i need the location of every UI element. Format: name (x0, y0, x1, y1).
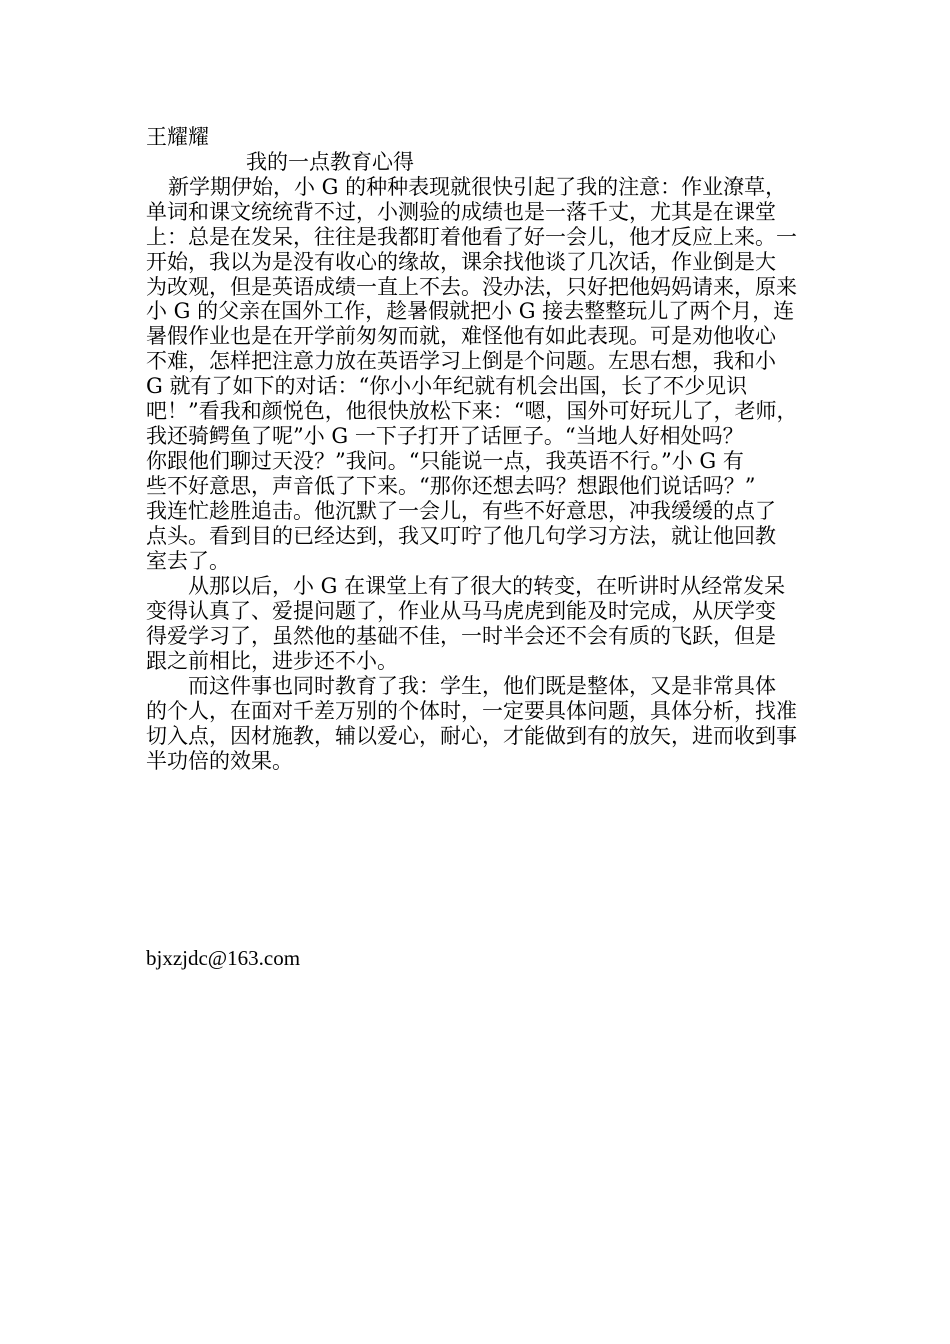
paragraph-line: 切入点，因材施教，辅以爱心，耐心，才能做到有的放矢，进而收到事 (146, 724, 797, 748)
paragraph-line: 不难，怎样把注意力放在英语学习上倒是个问题。左思右想，我和小 (146, 349, 776, 373)
paragraph-line: 暑假作业也是在开学前匆匆而就，难怪他有如此表现。可是劝他收心 (146, 324, 776, 348)
paragraph-line: 我还骑鳄鱼了呢”小 G 一下子打开了话匣子。“当地人好相处吗？ (146, 424, 744, 448)
paragraph-line: 上：总是在发呆，往往是我都盯着他看了好一会儿，他才反应上来。一 (146, 225, 797, 249)
paragraph-line: 新学期伊始，小 G 的种种表现就很快引起了我的注意：作业潦草， (168, 175, 787, 199)
paragraph-line: 得爱学习了，虽然他的基础不佳，一时半会还不会有质的飞跃，但是 (146, 624, 776, 648)
paragraph-line: 吧！”看我和颜悦色，他很快放松下来：“嗯，国外可好玩儿了，老师， (146, 399, 798, 423)
paragraph-line: 点头。看到目的已经达到，我又叮咛了他几句学习方法，就让他回教 (146, 524, 776, 548)
paragraph-line: 变得认真了、爱提问题了，作业从马马虎虎到能及时完成，从厌学变 (146, 599, 776, 623)
paragraph-line: 些不好意思，声音低了下来。“那你还想去吗？想跟他们说话吗？” (146, 474, 756, 498)
paragraph-line: 为改观，但是英语成绩一直上不去。没办法，只好把他妈妈请来，原来 (146, 275, 797, 299)
author-name: 王耀耀 (146, 125, 209, 149)
contact-email: bjxzjdc@163.com (146, 946, 301, 970)
paragraph-line: 单词和课文统统背不过，小测验的成绩也是一落千丈，尤其是在课堂 (146, 200, 776, 224)
paragraph-line: 开始，我以为是没有收心的缘故，课余找他谈了几次话，作业倒是大 (146, 250, 776, 274)
paragraph-line: 我连忙趁胜追击。他沉默了一会儿，有些不好意思，冲我缓缓的点了 (146, 499, 776, 523)
essay-title: 我的一点教育心得 (246, 150, 414, 174)
paragraph-line: 你跟他们聊过天没？”我问。“只能说一点，我英语不行。”小 G 有 (146, 449, 744, 473)
paragraph-line: 半功倍的效果。 (146, 749, 293, 773)
paragraph-line: 的个人，在面对千差万别的个体时，一定要具体问题，具体分析，找准 (146, 699, 797, 723)
paragraph-line: G 就有了如下的对话：“你小小年纪就有机会出国，长了不少见识 (146, 374, 748, 398)
paragraph-line: 从那以后，小 G 在课堂上有了很大的转变，在听讲时从经常发呆 (188, 574, 786, 598)
paragraph-line: 跟之前相比，进步还不小。 (146, 649, 398, 673)
paragraph-line: 室去了。 (146, 549, 230, 573)
paragraph-line: 而这件事也同时教育了我：学生，他们既是整体，又是非常具体 (188, 674, 776, 698)
paragraph-line: 小 G 的父亲在国外工作，趁暑假就把小 G 接去整整玩儿了两个月，连 (146, 299, 795, 323)
